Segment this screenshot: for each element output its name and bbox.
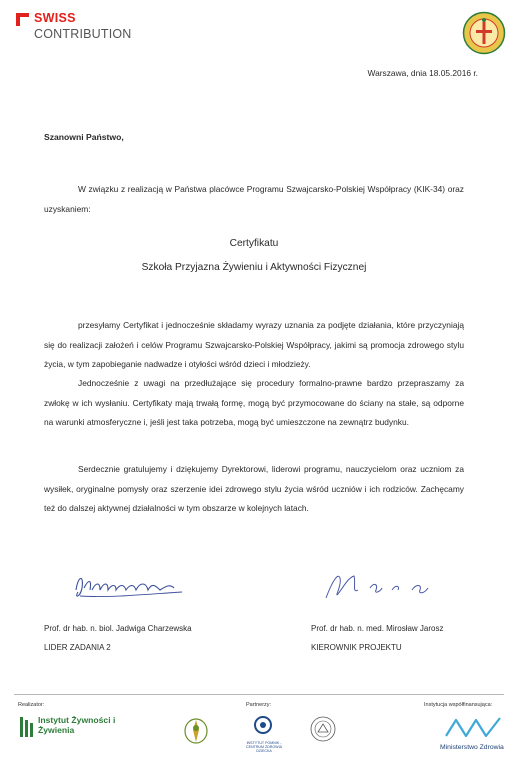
program-seal-icon <box>462 11 506 55</box>
signature-right-image <box>320 568 450 604</box>
signature-left-image <box>70 568 200 604</box>
body-paragraph-2: Jednocześnie z uwagi na przedłużające się procedury formalno-prawne bardzo przepraszamy za zwłokę w ich wysłaniu. Certyfikaty mają trwałą formę, mogą być przymocowane do ściany na stałe, są odporne na warunki atmosferyczne i, jeśli jest taka potrzeba, mogą być umieszczone na zewnątrz budynku. <box>44 378 464 427</box>
footer-divider <box>14 694 504 695</box>
partners-label: Partnerzy: <box>246 702 272 708</box>
brand-subtitle: CONTRIBUTION <box>34 27 132 41</box>
body-paragraph-3: Serdecznie gratulujemy i dziękujemy Dyrektorowi, liderowi programu, nauczycielom oraz uczniom za wysiłek, oryginalne pomysły oraz szerzenie idei zdrowego stylu życia wśród uczniów i ich rodziców. Zachęcamy też do dalszej aktywnej działalności w tym obszarze w kolejnych latach. <box>44 464 464 513</box>
ifz-name: Instytut Żywności i Żywienia <box>38 715 116 735</box>
signer-left-role: LIDER ZADANIA 2 <box>44 643 111 652</box>
ministry-name: Ministerstwo Zdrowia <box>440 744 504 751</box>
intro-paragraph: W związku z realizacją w Państwa placówce Programu Szwajcarsko-Polskiej Współpracy (KIK-34) oraz uzyskaniem: <box>44 184 464 214</box>
partner-seal-icon <box>310 716 336 742</box>
certificate-name: Szkoła Przyjazna Żywieniu i Aktywności Fizycznej <box>141 262 367 273</box>
czd-caption: INSTYTUT POMNIK - CENTRUM ZDROWIA DZIECKA <box>246 741 282 753</box>
ifz-logo-icon <box>19 716 35 738</box>
cofinancing-label: Instytucja współfinansująca: <box>424 702 493 708</box>
signer-left-name: Prof. dr hab. n. biol. Jadwiga Charzewska <box>44 624 192 633</box>
swiss-flag-icon <box>16 13 29 26</box>
body-paragraph-1: przesyłamy Certyfikat i jednocześnie składamy wyrazy uznania za podjęte działania, które przyczyniają się do realizacji założeń i celów Programu Szwajcarsko-Polskiej Współpracy, jakimi są promocja zdrowego stylu życia, w tym zapobieganie nadwadze i otyłości wśród dzieci i młodzieży. <box>44 320 464 369</box>
signer-right-role: KIEROWNIK PROJEKTU <box>311 643 402 652</box>
brand-name: SWISS <box>34 11 76 25</box>
czd-logo-icon <box>246 716 280 742</box>
certificate-title: Certyfikatu <box>229 238 279 249</box>
realizator-label: Realizator: <box>18 702 45 708</box>
signer-right-name: Prof. dr hab. n. med. Mirosław Jarosz <box>311 624 444 633</box>
letter-date: Warszawa, dnia 18.05.2016 r. <box>367 68 478 78</box>
greeting: Szanowni Państwo, <box>44 132 124 142</box>
partner-emblem-icon <box>183 716 209 744</box>
ministry-logo-icon <box>444 716 502 740</box>
